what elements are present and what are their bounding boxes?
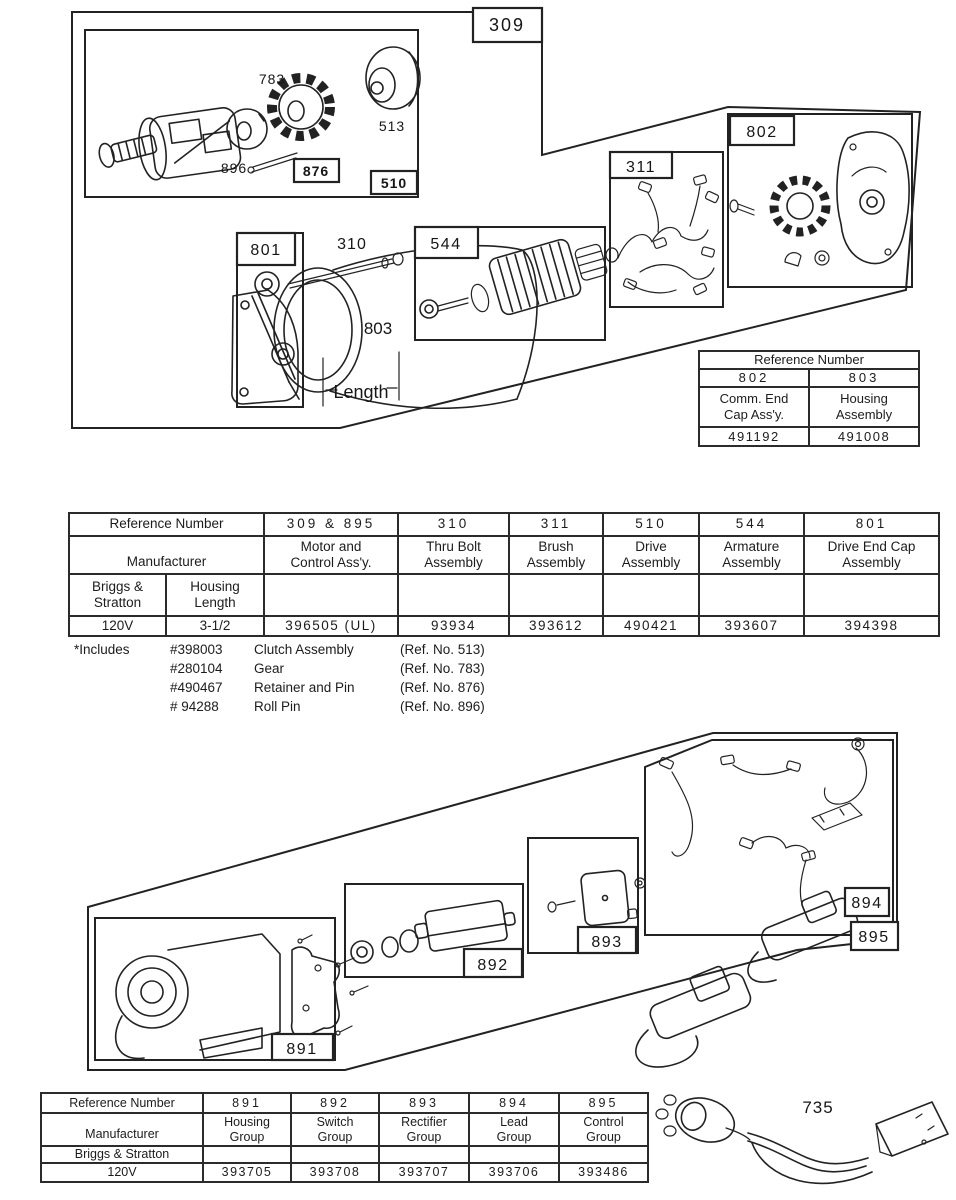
bottom-table-empty-cell xyxy=(379,1146,469,1163)
includes-line xyxy=(74,678,485,697)
main-table-part-thru-bolt: 93934 xyxy=(398,616,509,636)
callout-803-label: 803 xyxy=(363,319,393,338)
mini-table-ref-803: 803 xyxy=(809,369,919,387)
main-table-ref-544: 544 xyxy=(699,513,804,536)
main-table-part-drive: 490421 xyxy=(603,616,699,636)
callout-894 xyxy=(845,888,889,916)
includes-name: Gear xyxy=(254,661,285,676)
includes-line xyxy=(74,640,485,659)
main-table-name-armature: Armature Assembly xyxy=(699,536,804,574)
callout-735-label: 735 xyxy=(802,1098,834,1117)
main-table-empty-cell xyxy=(264,574,398,616)
callout-510-label: 510 xyxy=(380,175,408,191)
callout-310-label: 310 xyxy=(337,236,367,253)
main-table-ref-311: 311 xyxy=(509,513,603,536)
mini-table-header: Reference Number xyxy=(699,351,919,369)
includes-line xyxy=(74,659,485,678)
rectifier-group-drawing xyxy=(548,869,645,926)
main-table-part-brush: 393612 xyxy=(509,616,603,636)
bottom-table-empty-cell xyxy=(559,1146,648,1163)
bottom-table-manufacturer-header: Manufacturer xyxy=(41,1113,203,1146)
main-table-manufacturer-header: Manufacturer xyxy=(69,536,264,574)
bottom-table-ref-893: 893 xyxy=(379,1093,469,1113)
callout-783-label: 783 xyxy=(258,71,286,87)
lead-group-drawing xyxy=(636,738,867,1067)
main-table-ref-801: 801 xyxy=(804,513,939,536)
includes-name: Roll Pin xyxy=(254,699,301,714)
main-table-ref-309-895: 309 & 895 xyxy=(264,513,398,536)
comm-cap-reference-table xyxy=(698,350,920,447)
main-table-housing-length-header: Housing Length xyxy=(166,574,264,616)
main-table-part-motor: 396505 (UL) xyxy=(264,616,398,636)
washer-drawing xyxy=(227,109,267,149)
bottom-table-brand: Briggs & Stratton xyxy=(41,1146,203,1163)
bottom-table-ref-892: 892 xyxy=(291,1093,379,1113)
comm-end-cap-drawing xyxy=(730,132,909,266)
callout-544 xyxy=(415,227,478,258)
callout-896-label: 896 xyxy=(220,160,248,176)
includes-name: Retainer and Pin xyxy=(254,680,355,695)
callout-876-label: 876 xyxy=(302,163,330,179)
callout-544-label: 544 xyxy=(430,236,462,253)
callout-894-label: 894 xyxy=(851,895,883,912)
mini-table-name-803: Housing Assembly xyxy=(809,387,919,427)
bottom-table-part-892: 393708 xyxy=(291,1163,379,1182)
callout-309 xyxy=(473,8,542,42)
callout-891-label: 891 xyxy=(286,1041,318,1058)
includes-name: Clutch Assembly xyxy=(254,642,354,657)
mini-table-part-802: 491192 xyxy=(699,427,809,446)
main-table-ref-310: 310 xyxy=(398,513,509,536)
main-parts-table xyxy=(68,512,940,637)
callout-893-label: 893 xyxy=(591,934,623,951)
bottom-table-part-894: 393706 xyxy=(469,1163,559,1182)
callout-892-label: 892 xyxy=(477,957,509,974)
bottom-table-ref-894: 894 xyxy=(469,1093,559,1113)
callout-893 xyxy=(578,927,636,953)
main-table-housing-length-value: 3-1/2 xyxy=(166,616,264,636)
callout-892 xyxy=(464,949,522,977)
main-table-name-thru-bolt: Thru Bolt Assembly xyxy=(398,536,509,574)
bottom-table-name-switch: Switch Group xyxy=(291,1113,379,1146)
includes-ref: (Ref. No. 513) xyxy=(400,642,485,657)
main-table-name-motor: Motor and Control Ass'y. xyxy=(264,536,398,574)
bottom-table-empty-cell xyxy=(203,1146,291,1163)
includes-ref: (Ref. No. 783) xyxy=(400,661,485,676)
bottom-table-ref-895: 895 xyxy=(559,1093,648,1113)
main-table-empty-cell xyxy=(509,574,603,616)
bottom-table-part-893: 393707 xyxy=(379,1163,469,1182)
callout-876 xyxy=(294,159,339,182)
bottom-table-empty-cell xyxy=(469,1146,559,1163)
mini-table-part-803: 491008 xyxy=(809,427,919,446)
drive-screw-drawing xyxy=(97,132,158,169)
mini-table-ref-802: 802 xyxy=(699,369,809,387)
main-table-empty-cell xyxy=(804,574,939,616)
end-cap-drawing xyxy=(232,272,299,404)
includes-line xyxy=(74,697,485,716)
callout-510 xyxy=(371,171,417,194)
includes-part: #280104 xyxy=(170,661,223,676)
includes-ref: (Ref. No. 876) xyxy=(400,680,485,695)
callout-801-label: 801 xyxy=(250,242,282,259)
includes-part: # 94288 xyxy=(170,699,219,714)
main-table-empty-cell xyxy=(699,574,804,616)
callout-891 xyxy=(272,1034,333,1060)
includes-label: *Includes xyxy=(74,642,130,657)
includes-part: #490467 xyxy=(170,680,223,695)
callout-802 xyxy=(730,116,794,145)
bottom-table-empty-cell xyxy=(291,1146,379,1163)
bottom-table-part-895: 393486 xyxy=(559,1163,648,1182)
callout-513-label: 513 xyxy=(378,118,406,134)
main-table-name-brush: Brush Assembly xyxy=(509,536,603,574)
bottom-table-part-891: 393705 xyxy=(203,1163,291,1182)
bottom-table-ref-header: Reference Number xyxy=(41,1093,203,1113)
bottom-table-name-rectifier: Rectifier Group xyxy=(379,1113,469,1146)
callout-801 xyxy=(237,233,295,265)
groups-parts-table xyxy=(40,1092,649,1183)
includes-notes xyxy=(74,640,485,716)
length-label: Length xyxy=(333,382,389,402)
main-table-voltage: 120V xyxy=(69,616,166,636)
main-table-empty-cell xyxy=(398,574,509,616)
callout-802-label: 802 xyxy=(746,124,778,141)
main-table-ref-header: Reference Number xyxy=(69,513,264,536)
motor-housing-drawing xyxy=(274,246,537,409)
callout-895 xyxy=(851,922,898,950)
includes-part: #398003 xyxy=(170,642,223,657)
callout-309-label: 309 xyxy=(488,15,526,35)
main-table-ref-510: 510 xyxy=(603,513,699,536)
main-table-part-armature: 393607 xyxy=(699,616,804,636)
main-table-name-drive: Drive Assembly xyxy=(603,536,699,574)
callout-311-label: 311 xyxy=(625,159,657,176)
clutch-assembly-drawing xyxy=(366,47,420,109)
bottom-table-ref-891: 891 xyxy=(203,1093,291,1113)
bottom-table-name-housing: Housing Group xyxy=(203,1113,291,1146)
bottom-table-name-control: Control Group xyxy=(559,1113,648,1146)
includes-ref: (Ref. No. 896) xyxy=(400,699,485,714)
callout-895-label: 895 xyxy=(858,929,890,946)
main-table-name-end-cap: Drive End Cap Assembly xyxy=(804,536,939,574)
main-table-part-end-cap: 394398 xyxy=(804,616,939,636)
bottom-table-name-lead: Lead Group xyxy=(469,1113,559,1146)
callout-311 xyxy=(610,152,672,178)
brush-wires-drawing xyxy=(618,175,719,296)
bottom-table-voltage: 120V xyxy=(41,1163,203,1182)
roll-pin-drawing xyxy=(248,153,297,173)
mini-table-name-802: Comm. End Cap Ass'y. xyxy=(699,387,809,427)
main-table-brand-header: Briggs & Stratton xyxy=(69,574,166,616)
main-table-empty-cell xyxy=(603,574,699,616)
